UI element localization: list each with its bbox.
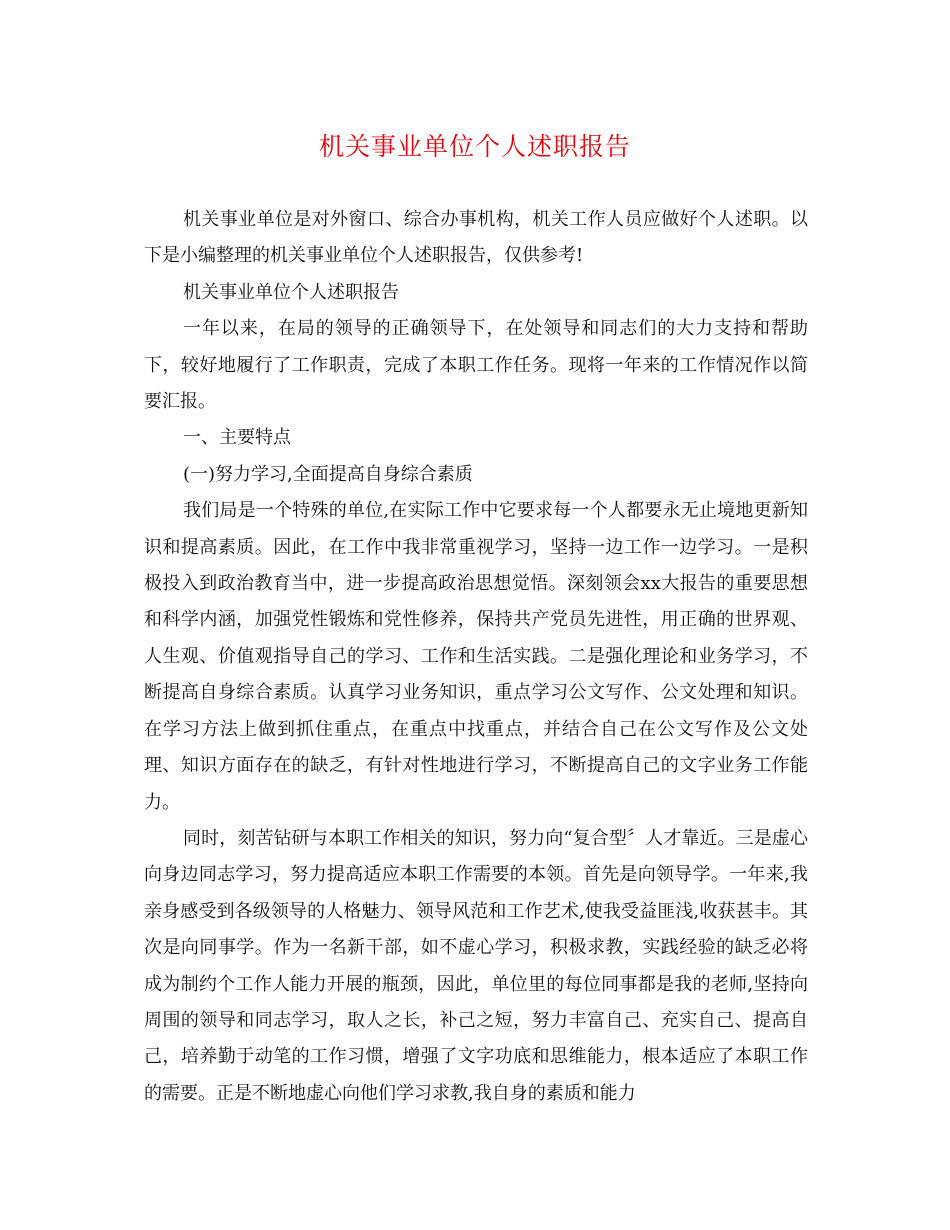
report-subtitle: 机关事业单位个人述职报告 <box>183 281 399 303</box>
section-heading: 一、主要特点 <box>183 427 291 449</box>
learning-paragraph: 同时，刻苦钻研与本职工作相关的知识，努力向“复合型〞人才靠近。三是虚心向身边同志学习，努力提高适应本职工作需要的本领。首先是向领导学。一年来,我亲身感受到各级领导的人格魅力、领导风范和工作艺术,使我受益匪浅,收获甚丰。其次是向同事学。作为一名新干部，如不虚心学习，积极求教，实践经验的缺乏必将成为制约个工作人能力开展的瓶颈，因此，单位里的每位同事都是我的老师,坚持向周围的领导和同志学习，取人之长，补己之短，努力丰富自己、充实自己、提高自己，培养勤于动笔的工作习惯，增强了文字功底和思维能力，根本适应了本职工作的需要。正是不断地虚心向他们学习求教,我自身的素质和能力 <box>144 827 808 1104</box>
document-body <box>144 202 808 1112</box>
document-title: 机关事业单位个人述职报告 <box>318 132 631 161</box>
intro-paragraph: 机关事业单位是对外窗口、综合办事机构，机关工作人员应做好个人述职。以下是小编整理的机关事业单位个人述职报告，仅供参考! <box>144 209 808 267</box>
subsection-heading: (一)努力学习,全面提高自身综合素质 <box>183 463 473 485</box>
opening-paragraph: 一年以来，在局的领导的正确领导下，在处领导和同志们的大力支持和帮助下，较好地履行了工作职责，完成了本职工作任务。现将一年来的工作情况作以简要汇报。 <box>144 318 808 413</box>
study-paragraph: 我们局是一个特殊的单位,在实际工作中它要求每一个人都要永无止境地更新知识和提高素质。因此，在工作中我非常重视学习，坚持一边工作一边学习。一是积极投入到政治教育当中，进一步提高政治思想觉悟。深刻领会xx大报告的重要思想和科学内涵，加强党性锻炼和党性修养，保持共产党员先进性，用正确的世界观、人生观、价值观指导自己的学习、工作和生活实践。二是强化理论和业务学习，不断提高自身综合素质。认真学习业务知识，重点学习公文写作、公文处理和知识。在学习方法上做到抓住重点，在重点中找重点，并结合自己在公文写作及公文处理、知识方面存在的缺乏，有针对性地进行学习，不断提高自己的文字业务工作能力。 <box>144 500 808 813</box>
